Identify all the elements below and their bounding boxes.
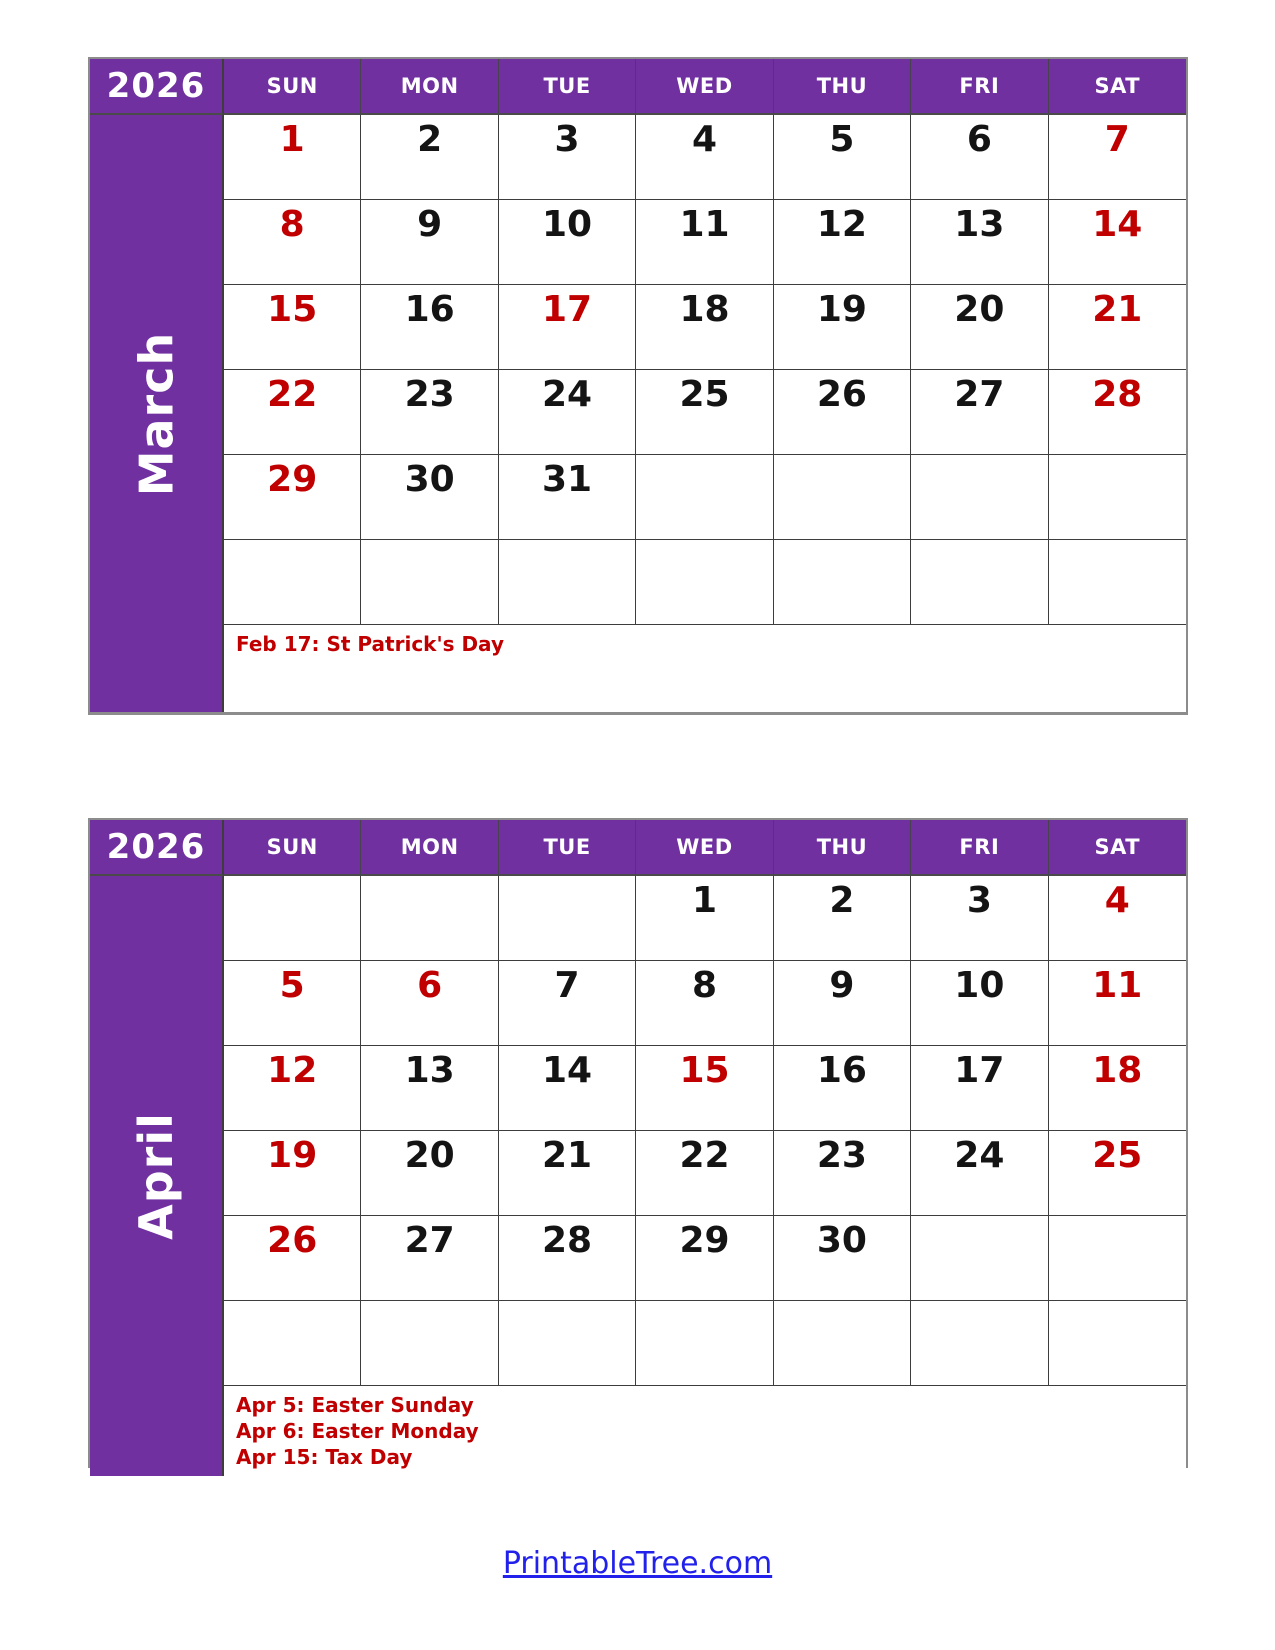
date-cell [224, 1301, 361, 1386]
date-cell: 16 [774, 1046, 911, 1131]
date-cell [499, 1301, 636, 1386]
day-header-thu: THU [774, 59, 911, 115]
date-cell: 5 [774, 115, 911, 200]
date-cell [774, 455, 911, 540]
day-header-sat: SAT [1049, 59, 1186, 115]
date-cell: 29 [224, 455, 361, 540]
date-cell: 13 [361, 1046, 498, 1131]
holiday-note-line: Feb 17: St Patrick's Day [236, 632, 504, 656]
date-cell: 29 [636, 1216, 773, 1301]
date-cell [224, 540, 361, 625]
date-cell [774, 1301, 911, 1386]
date-cell: 30 [361, 455, 498, 540]
date-cell [911, 1216, 1048, 1301]
date-cell: 8 [636, 961, 773, 1046]
day-header-wed: WED [636, 820, 773, 876]
date-cell: 27 [911, 370, 1048, 455]
day-header-sat: SAT [1049, 820, 1186, 876]
date-cell [1049, 540, 1186, 625]
date-cell [361, 1301, 498, 1386]
date-cell: 18 [1049, 1046, 1186, 1131]
footer-link[interactable]: PrintableTree.com [502, 1546, 773, 1581]
date-cell [1049, 455, 1186, 540]
date-cell: 28 [1049, 370, 1186, 455]
date-cell: 23 [774, 1131, 911, 1216]
month-sidebar [90, 876, 224, 1476]
april-calendar [88, 818, 1188, 1468]
day-header-thu: THU [774, 820, 911, 876]
date-cell: 6 [361, 961, 498, 1046]
date-cell: 9 [774, 961, 911, 1046]
day-header-sun: SUN [224, 59, 361, 115]
date-cell [911, 1301, 1048, 1386]
date-cell [361, 876, 498, 961]
date-cell: 7 [1049, 115, 1186, 200]
holiday-notes [224, 1386, 1186, 1476]
day-header-sun: SUN [224, 820, 361, 876]
day-header-mon: MON [361, 59, 498, 115]
date-cell: 3 [911, 876, 1048, 961]
date-cell [911, 455, 1048, 540]
holiday-note-line: Apr 5: Easter Sunday [236, 1393, 474, 1417]
year-label: 2026 [90, 59, 224, 115]
date-cell: 26 [224, 1216, 361, 1301]
date-cell [1049, 1301, 1186, 1386]
date-cell [636, 1301, 773, 1386]
date-cell: 17 [911, 1046, 1048, 1131]
date-cell [224, 876, 361, 961]
day-header-fri: FRI [911, 820, 1048, 876]
day-header-wed: WED [636, 59, 773, 115]
date-cell: 30 [774, 1216, 911, 1301]
date-cell: 15 [224, 285, 361, 370]
date-cell: 26 [774, 370, 911, 455]
date-cell: 23 [361, 370, 498, 455]
date-cell: 2 [774, 876, 911, 961]
date-cell: 19 [774, 285, 911, 370]
day-header-fri: FRI [911, 59, 1048, 115]
date-cell: 31 [499, 455, 636, 540]
date-cell [911, 540, 1048, 625]
date-cell: 21 [1049, 285, 1186, 370]
day-header-tue: TUE [499, 820, 636, 876]
date-cell: 9 [361, 200, 498, 285]
date-cell [636, 455, 773, 540]
date-cell: 13 [911, 200, 1048, 285]
date-cell: 2 [361, 115, 498, 200]
date-cell [636, 540, 773, 625]
date-cell [361, 540, 498, 625]
date-cell: 28 [499, 1216, 636, 1301]
date-cell: 15 [636, 1046, 773, 1131]
march-calendar [88, 57, 1188, 715]
date-cell: 20 [361, 1131, 498, 1216]
date-cell: 5 [224, 961, 361, 1046]
date-cell [774, 540, 911, 625]
date-cell: 19 [224, 1131, 361, 1216]
date-cell: 21 [499, 1131, 636, 1216]
date-cell: 22 [224, 370, 361, 455]
date-cell: 16 [361, 285, 498, 370]
date-cell [499, 540, 636, 625]
date-cell: 7 [499, 961, 636, 1046]
date-cell: 1 [636, 876, 773, 961]
date-cell: 10 [911, 961, 1048, 1046]
date-cell: 4 [1049, 876, 1186, 961]
date-cell: 14 [1049, 200, 1186, 285]
date-cell: 10 [499, 200, 636, 285]
date-cell: 18 [636, 285, 773, 370]
day-header-mon: MON [361, 820, 498, 876]
month-sidebar [90, 115, 224, 712]
date-cell: 24 [499, 370, 636, 455]
date-cell: 17 [499, 285, 636, 370]
date-cell: 11 [636, 200, 773, 285]
holiday-note-line: Apr 15: Tax Day [236, 1445, 413, 1469]
month-name-label: March [129, 331, 183, 496]
date-cell: 27 [361, 1216, 498, 1301]
date-cell: 14 [499, 1046, 636, 1131]
date-cell: 24 [911, 1131, 1048, 1216]
date-cell: 12 [774, 200, 911, 285]
holiday-notes [224, 625, 1186, 712]
date-cell: 8 [224, 200, 361, 285]
date-cell: 4 [636, 115, 773, 200]
date-cell: 11 [1049, 961, 1186, 1046]
month-name-label: April [129, 1112, 183, 1240]
date-cell: 25 [1049, 1131, 1186, 1216]
date-cell [499, 876, 636, 961]
footer [0, 1546, 1275, 1581]
date-cell [1049, 1216, 1186, 1301]
year-label: 2026 [90, 820, 224, 876]
date-cell: 6 [911, 115, 1048, 200]
date-cell: 12 [224, 1046, 361, 1131]
holiday-note-line: Apr 6: Easter Monday [236, 1419, 479, 1443]
day-header-tue: TUE [499, 59, 636, 115]
date-cell: 25 [636, 370, 773, 455]
date-cell: 22 [636, 1131, 773, 1216]
date-cell: 20 [911, 285, 1048, 370]
date-cell: 1 [224, 115, 361, 200]
date-cell: 3 [499, 115, 636, 200]
